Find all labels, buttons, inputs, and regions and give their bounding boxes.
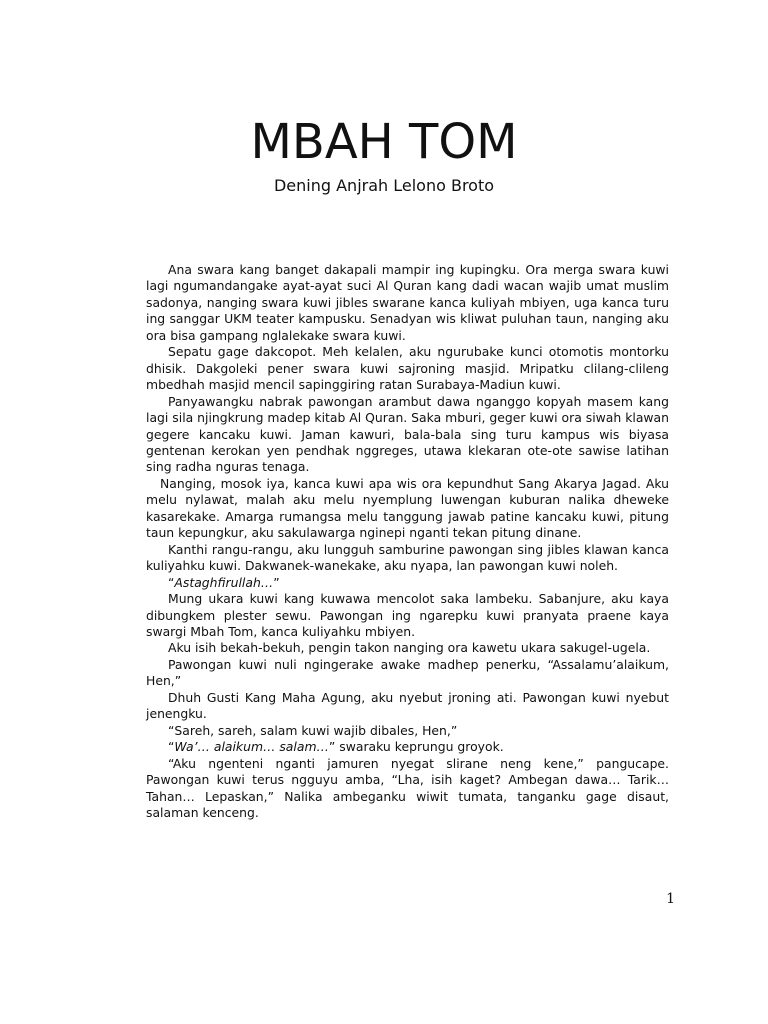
- paragraph: Pawongan kuwi nuli ngingerake awake madhep penerku, “Assalamu’alaikum, Hen,”: [146, 656, 669, 689]
- paragraph: Panyawangku nabrak pawongan arambut dawa nganggo kopyah masem kang lagi sila njingkrung madep kitab Al Quran. Saka mburi, geger kuwi ora siwah klawan gegere kancaku kuwi. Jaman kawuri, bala-bala sing turu kampus wis biyasa gentenan kerokan yen pendhak nggreges, utawa klekaran ote-ote sawise latihan sing radha nguras tenaga.: [146, 393, 669, 475]
- paragraph: Mung ukara kuwi kang kuwawa mencolot saka lambeku. Sabanjure, aku kaya dibungkem plester sewu. Pawongan ing ngarepku kuwi pranyata praene kaya swargi Mbah Tom, kanca kuliyahku mbiyen.: [146, 591, 669, 639]
- paragraph: Ana swara kang banget dakapali mampir ing kupingku. Ora merga swara kuwi lagi ngumandangake ayat-ayat suci Al Quran kang dadi wacan wajib umat muslim sadonya, nanging swara kuwi jibles swarane kanca kuliyah mbiyen, uga kanca turu ing sanggar UKM teater kampusku. Senadyan wis kliwat puluhan taun, nanging aku ora bisa gampang nglalekake swara kuwi.: [146, 262, 669, 343]
- paragraph-reply: [146, 739, 669, 755]
- page-number: 1: [666, 891, 675, 907]
- paragraph: Dhuh Gusti Kang Maha Agung, aku nyebut jroning ati. Pawongan kuwi nyebut jenengku.: [146, 689, 669, 722]
- reply-tail: ” swaraku keprungu groyok.: [328, 739, 504, 755]
- story-title: MBAH TOM: [250, 114, 518, 170]
- paragraph: Sepatu gage dakcopot. Meh kelalen, aku ngurubake kunci otomotis montorku dhisik. Dakgoleki pener swara kuwi sajroning masjid. Mripatku clilang-clileng mbedhah masjid mencil sapinggiring ratan Surabaya-Madiun kuwi.: [146, 344, 669, 393]
- paragraph: “Sareh, sareh, salam kuwi wajib dibales, Hen,”: [168, 722, 458, 738]
- open-quote: “: [168, 574, 175, 590]
- italic-phrase: Wa’… alaikum… salam…: [174, 739, 329, 755]
- paragraph: Nanging, mosok iya, kanca kuwi apa wis ora kepundhut Sang Akarya Jagad. Aku melu nylawat, malah aku melu nyemplung luwengan kuburan nalika dheweke kasarekake. Amarga rumangsa melu tanggung jawab patine kancaku kuwi, pitung taun kepungkur, aku sakulawarga nginepi nganti tekan pitung dinane.: [146, 475, 669, 541]
- close-quote: ”: [273, 574, 280, 590]
- paragraph: Kanthi rangu-rangu, aku lungguh samburine pawongan sing jibles klawan kanca kuliyahku kuwi. Dakwanek-wanekake, aku nyapa, lan pawongan kuwi noleh.: [146, 541, 669, 574]
- paragraph-exclamation: [146, 575, 669, 591]
- italic-phrase: Astaghfirullah…: [174, 574, 274, 590]
- author-byline: Dening Anjrah Lelono Broto: [273, 176, 495, 195]
- paragraph: Aku isih bekah-bekuh, pengin takon nanging ora kawetu ukara sakugel-ugela.: [168, 640, 651, 656]
- paragraph: “Aku ngenteni nganti jamuren nyegat slirane neng kene,” pangucape. Pawongan kuwi terus ngguyu amba, “Lha, isih kaget? Ambegan dawa… Tarik… Tahan… Lepaskan,” Nalika ambeganku wiwit tumata, tanganku gage disaut, salaman kenceng.: [146, 755, 669, 820]
- open-quote: “: [168, 739, 175, 755]
- story-body: [146, 262, 669, 821]
